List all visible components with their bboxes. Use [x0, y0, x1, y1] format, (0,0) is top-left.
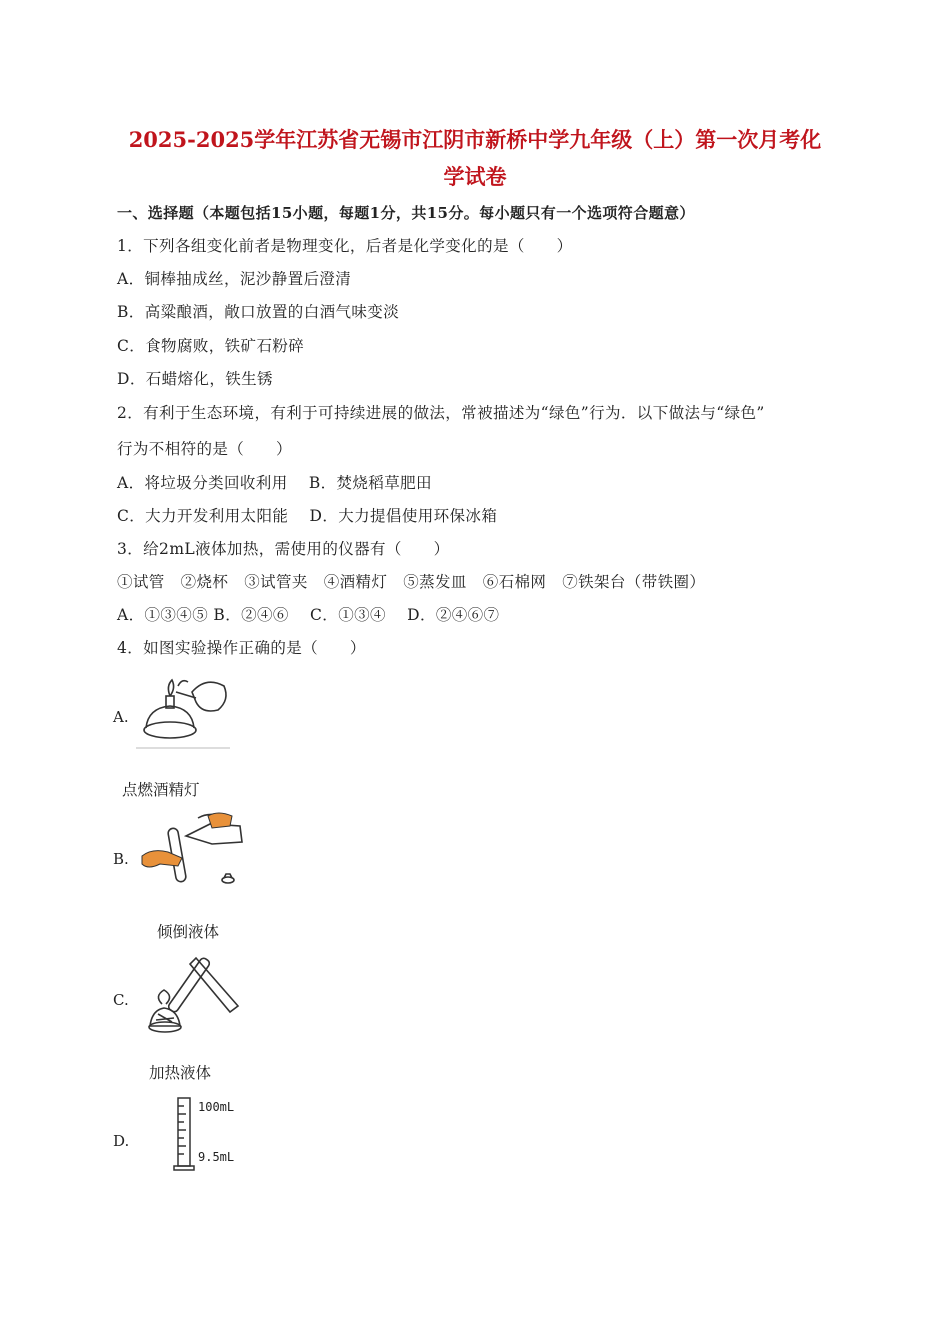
doc-title-line1: 2025-2025学年江苏省无锡市江阴市新桥中学九年级（上）第一次月考化: [128, 127, 822, 152]
q2-options-cd: C．大力开发利用太阳能 D．大力提倡使用环保冰箱: [117, 507, 498, 525]
doc-title-line2: 学试卷: [443, 164, 507, 189]
q1-option-c: C．食物腐败，铁矿石粉碎: [117, 337, 305, 355]
q1-stem: 1．下列各组变化前者是物理变化，后者是化学变化的是（ ）: [117, 237, 573, 255]
lighting-alcohol-lamp-figure: [136, 668, 232, 750]
q3-stem: 3．给2mL液体加热，需使用的仪器有（ ）: [117, 540, 450, 558]
q1-option-a: A．铜棒抽成丝，泥沙静置后澄清: [117, 270, 352, 288]
q4-c-caption: 加热液体: [149, 1064, 212, 1082]
cylinder-label-bottom: 9.5mL: [198, 1150, 235, 1164]
heating-liquid-figure: [140, 948, 244, 1038]
q2-options-ab: A．将垃圾分类回收利用 B．焚烧稻草肥田: [117, 474, 432, 492]
q4-c-label: C.: [113, 991, 129, 1009]
graduated-cylinder-figure: [172, 1094, 244, 1174]
q3-items: ①试管 ②烧杯 ③试管夹 ④酒精灯 ⑤蒸发皿 ⑥石棉网 ⑦铁架台（带铁圈）: [117, 573, 706, 591]
q4-d-label: D.: [113, 1132, 130, 1150]
cylinder-label-top: 100mL: [198, 1100, 235, 1114]
q4-a-label: A.: [113, 708, 129, 726]
q4-stem: 4．如图实验操作正确的是（ ）: [117, 639, 366, 657]
q3-options: A．①③④⑤ B．②④⑥ C．①③④ D．②④⑥⑦: [117, 606, 500, 624]
q4-a-caption: 点燃酒精灯: [122, 781, 200, 799]
q4-b-caption: 倾倒液体: [157, 923, 220, 941]
q1-option-b: B．高粱酿酒，敞口放置的白酒气味变淡: [117, 303, 400, 321]
q2-stem-line1: 2．有利于生态环境，有利于可持续进展的做法，常被描述为“绿色”行为．以下做法与“绿色”: [117, 404, 765, 422]
q1-option-d: D．石蜡熔化，铁生锈: [117, 370, 273, 388]
section-heading: 一、选择题（本题包括15小题，每题1分，共15分。每小题只有一个选项符合题意）: [117, 204, 695, 222]
q4-b-label: B.: [113, 850, 129, 868]
q2-stem-line2: 行为不相符的是（ ）: [117, 440, 292, 458]
pouring-liquid-figure: [138, 808, 248, 888]
